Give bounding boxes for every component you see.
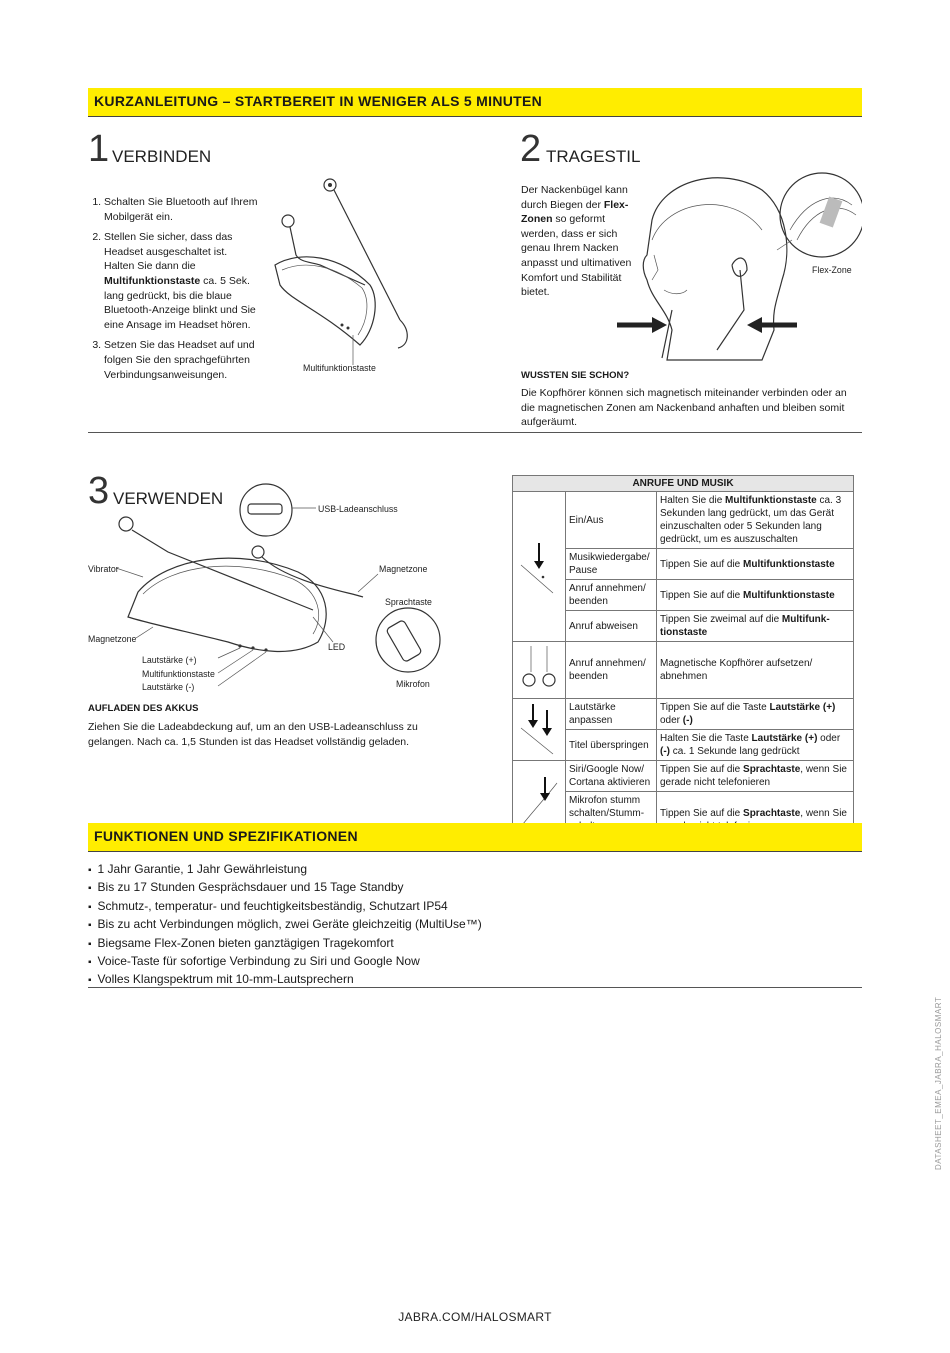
side-code: DATASHEET_EMEA_JABRA_HALOSMART — [934, 996, 943, 1170]
label-multifunction-button: Multifunktionstaste — [303, 363, 376, 373]
label-magnet-zone-right: Magnetzone — [379, 564, 428, 574]
action-answer-end: Anruf annehmen/ beenden — [566, 580, 657, 611]
section-2-title: TRAGESTIL — [546, 147, 641, 166]
spec-item: ▪ Bis zu 17 Stunden Gesprächsdauer und 15 Tage Standby — [88, 879, 482, 897]
section-1-title: VERBINDEN — [112, 147, 212, 166]
specs-banner — [88, 823, 862, 852]
table-row — [513, 761, 854, 792]
table-row — [513, 492, 854, 549]
spec-item: ▪ Bis zu acht Verbindungen möglich, zwei Geräte gleichzeitig (MultiUse™) — [88, 916, 482, 934]
table-row — [513, 699, 854, 730]
spec-item: ▪ Biegsame Flex-Zonen bieten ganztägigen Tragekomfort — [88, 935, 482, 953]
tip-title: WUSSTEN SIE SCHON? — [521, 370, 630, 381]
action-power: Ein/Aus — [566, 492, 657, 549]
spec-item: ▪ Volles Klangspektrum mit 10-mm-Lautsprechern — [88, 971, 482, 989]
section-3-title: VERWENDEN — [113, 489, 224, 508]
action-voice-assistant: Siri/Google Now/ Cortana aktivieren — [566, 761, 657, 792]
action-answer-magnetic: Anruf annehmen/ beenden — [566, 642, 657, 699]
action-play-pause: Musikwiedergabe/ Pause — [566, 549, 657, 580]
desc-answer-end: Tippen Sie auf die Multifunktionstaste — [657, 580, 854, 611]
tip-text: Die Kopfhörer können sich magnetisch miteinander verbinden oder an die magnetischen Zonen am Nackenband anhaften und bleiben somit aufgeräumt. — [521, 387, 847, 429]
label-magnet-zone-left: Magnetzone — [88, 634, 137, 644]
volume-press-icon — [513, 699, 566, 761]
desc-reject: Tippen Sie zweimal auf die Multifunk-tionstaste — [657, 611, 854, 642]
action-mute: Mikrofon stumm schalten/Stumm- — [566, 792, 657, 849]
label-volume-up: Lautstärke (+) — [142, 655, 197, 665]
action-skip-track: Titel überspringen — [566, 730, 657, 761]
spec-item: ▪ Voice-Taste für sofortige Verbindung zu Siri und Google Now — [88, 953, 482, 971]
spec-item: ▪ 1 Jahr Garantie, 1 Jahr Gewährleistung — [88, 861, 482, 879]
section-3-number: 3 — [88, 470, 110, 512]
calls-music-table — [512, 475, 854, 849]
desc-play-pause: Tippen Sie auf die Multifunktionstaste — [657, 549, 854, 580]
desc-answer-magnetic: Magnetische Kopfhörer aufsetzen/ abnehmen — [657, 642, 854, 699]
label-led: LED — [328, 642, 346, 652]
banner-title: KURZANLEITUNG – STARTBEREIT IN WENIGER ALS 5 MINUTEN — [94, 93, 543, 109]
wearing-style-text: Der Nackenbügel kann durch Biegen der Flex-Zonen so geformt werden, dass er sich genau Ihrem Nacken anpasst und ultimativen Komfort und Stabilität bietet. — [521, 184, 632, 299]
action-reject: Anruf abweisen — [566, 611, 657, 642]
section-2-number: 2 — [520, 128, 542, 170]
step-3: 3. Setzen Sie das Headset auf und folgen Sie den sprachgeführten Verbindungsanweisungen. — [104, 338, 258, 382]
label-microphone: Mikrofon — [396, 679, 430, 689]
connect-steps — [88, 195, 258, 388]
table-row — [513, 642, 854, 699]
spec-item: ▪ Schmutz-, temperatur- und feuchtigkeitsbeständig, Schutzart IP54 — [88, 898, 482, 916]
earbuds-icon — [513, 642, 566, 699]
desc-mute: Tippen Sie auf die Sprachtaste, wenn Sie — [657, 792, 854, 849]
step-2: 2. Stellen Sie sicher, dass das Headset ausgeschaltet ist. Halten Sie dann die Multifunktionstaste ca. 5 Sek. lang gedrückt, bis die blaue Bluetooth-Anzeige blinkt und Sie eine Ansage im Headset hören. — [104, 230, 258, 332]
desc-power: Halten Sie die Multifunktionstaste ca. 3 Sekunden lang gedrückt, um das Gerät einzuschalten oder 5 Sekunden lang gedrückt, um es auszuschalten — [657, 492, 854, 549]
label-vibrator: Vibrator — [88, 564, 119, 574]
headset-illustration-connect — [260, 170, 460, 380]
specs-banner-title: FUNKTIONEN UND SPEZIFIKATIONEN — [94, 828, 358, 844]
quick-guide-banner — [88, 88, 862, 117]
label-flex-zone: Flex-Zone — [812, 265, 852, 275]
step-1: 1. Schalten Sie Bluetooth auf Ihrem Mobilgerät ein. — [104, 195, 258, 224]
label-usb: USB-Ladeanschluss — [318, 504, 398, 514]
desc-volume: Tippen Sie auf die Taste Lautstärke (+) oder (-) — [657, 699, 854, 730]
label-voice-button: Sprachtaste — [385, 597, 432, 607]
action-volume: Lautstärke anpassen — [566, 699, 657, 730]
desc-voice-assistant: Tippen Sie auf die Sprachtaste, wenn Sie gerade nicht telefonieren — [657, 761, 854, 792]
charge-text: Ziehen Sie die Ladeabdeckung auf, um an den USB-Ladeanschluss zu gelangen. Nach ca. 1,5 Stunden ist das Headset vollständig geladen. — [88, 721, 418, 748]
label-multifunction: Multifunktionstaste — [142, 669, 215, 679]
table-header: ANRUFE UND MUSIK — [513, 476, 854, 492]
specs-list — [88, 861, 482, 990]
section-1-number: 1 — [88, 128, 110, 170]
charge-title: AUFLADEN DES AKKUS — [88, 703, 199, 714]
footer-url[interactable]: JABRA.COM/HALOSMART — [398, 1310, 552, 1324]
button-press-icon — [513, 492, 566, 642]
divider-1 — [88, 432, 862, 433]
desc-skip-track: Halten Sie die Taste Lautstärke (+) oder (-) ca. 1 Sekunde lang gedrückt — [657, 730, 854, 761]
divider-2 — [88, 987, 862, 988]
label-volume-down: Lautstärke (-) — [142, 682, 195, 692]
